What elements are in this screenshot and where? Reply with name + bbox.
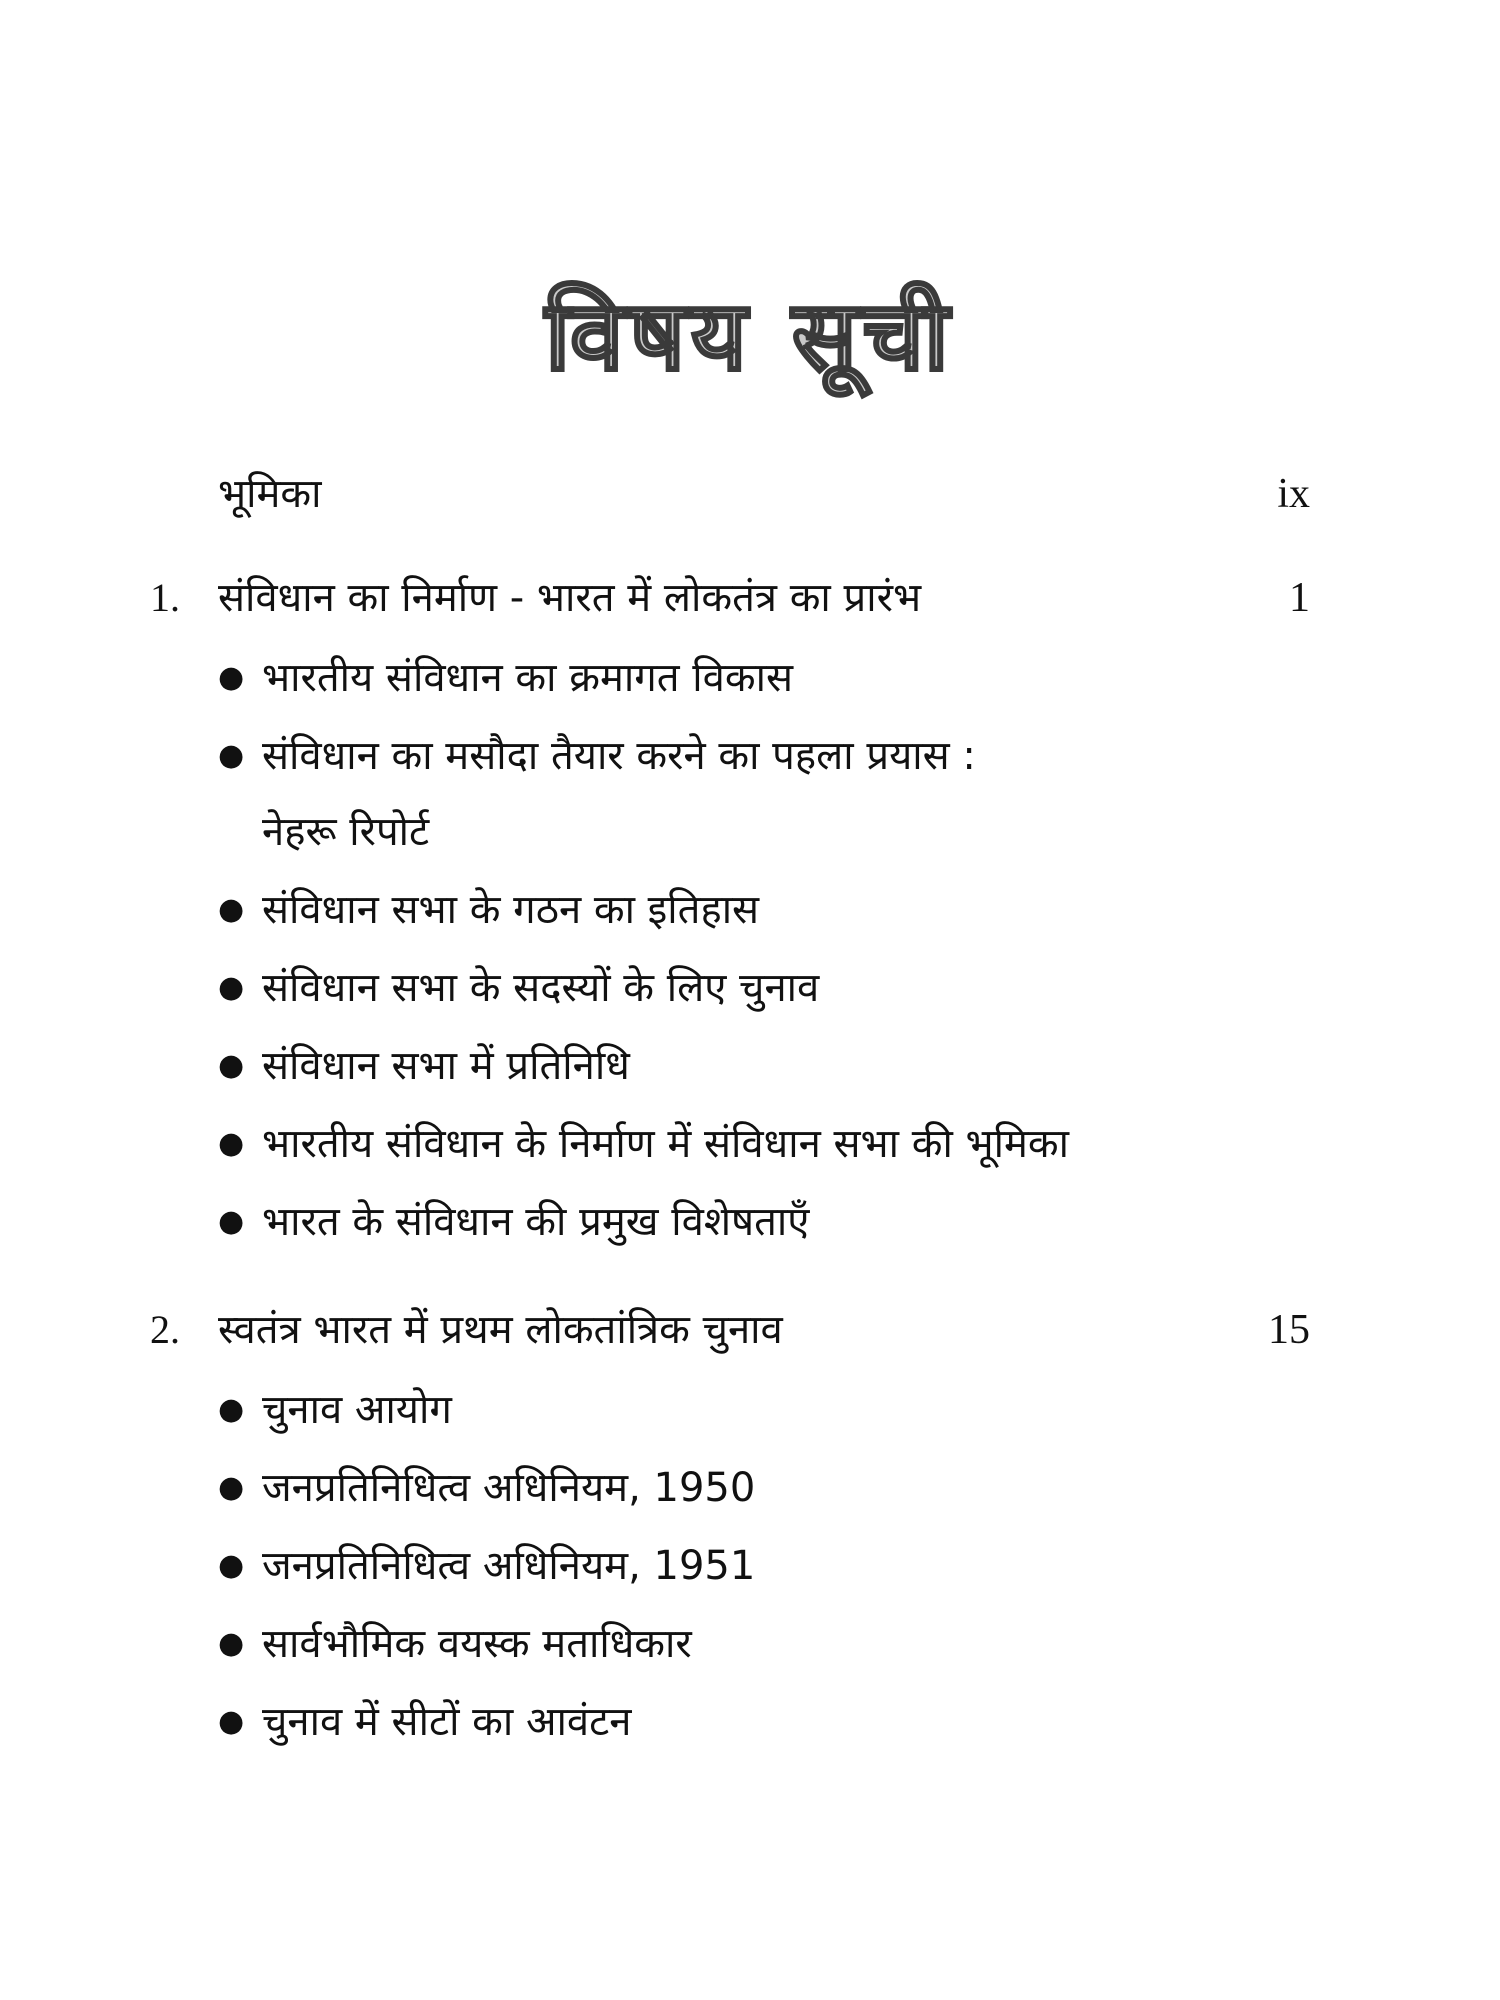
- subentry-text: जनप्रतिनिधित्व अधिनियम, 1950: [262, 1465, 756, 1511]
- subentry-text: भारतीय संविधान का क्रमागत विकास: [262, 655, 793, 701]
- bullet-icon: ●: [218, 660, 245, 695]
- toc-entry-chapter-2[interactable]: [0, 1300, 1500, 1360]
- bullet-icon: ●: [218, 1548, 245, 1583]
- bullet-icon: ●: [218, 1704, 245, 1739]
- toc-subentry: [0, 1692, 1500, 1752]
- subentry-text: भारतीय संविधान के निर्माण में संविधान सभा की भूमिका: [262, 1121, 1069, 1167]
- preface-label: भूमिका: [218, 471, 322, 517]
- subentry-text: भारत के संविधान की प्रमुख विशेषताएँ: [262, 1199, 810, 1245]
- chapter-page-number: 15: [1268, 1307, 1310, 1353]
- toc-entry-preface[interactable]: [0, 464, 1500, 524]
- toc-subentry: [0, 1192, 1500, 1252]
- bullet-icon: ●: [218, 970, 245, 1005]
- bullet-icon: ●: [218, 1392, 245, 1427]
- chapter-title: संविधान का निर्माण - भारत में लोकतंत्र का प्रारंभ: [218, 575, 922, 621]
- chapter-title: स्वतंत्र भारत में प्रथम लोकतांत्रिक चुनाव: [218, 1307, 783, 1353]
- subentry-text: संविधान सभा के सदस्यों के लिए चुनाव: [262, 965, 820, 1011]
- bullet-icon: ●: [218, 1048, 245, 1083]
- subentry-text: सार्वभौमिक वयस्क मताधिकार: [262, 1621, 692, 1667]
- toc-subentry: [0, 1614, 1500, 1674]
- chapter-number: 2.: [150, 1307, 180, 1352]
- subentry-text: संविधान सभा में प्रतिनिधि: [262, 1043, 630, 1089]
- chapter-page-number: 1: [1289, 575, 1310, 621]
- subentry-text: संविधान का मसौदा तैयार करने का पहला प्रयास :: [262, 733, 976, 779]
- toc-subentry: [0, 1036, 1500, 1096]
- toc-subentry: [0, 1114, 1500, 1174]
- toc-subentry: [0, 1536, 1500, 1596]
- bullet-icon: ●: [218, 1204, 245, 1239]
- subentry-text: चुनाव आयोग: [262, 1387, 452, 1433]
- chapter-number: 1.: [150, 575, 180, 620]
- subentry-text: संविधान सभा के गठन का इतिहास: [262, 887, 760, 933]
- bullet-icon: ●: [218, 738, 245, 773]
- toc-subentry: [0, 880, 1500, 940]
- toc-subentry: [0, 1458, 1500, 1518]
- subentry-text: जनप्रतिनिधित्व अधिनियम, 1951: [262, 1543, 756, 1589]
- bullet-icon: ●: [218, 1626, 245, 1661]
- toc-entry-chapter-1[interactable]: [0, 568, 1500, 628]
- preface-page-number: ix: [1277, 471, 1310, 517]
- bullet-icon: ●: [218, 1470, 245, 1505]
- bullet-icon: ●: [218, 1126, 245, 1161]
- bullet-icon: ●: [218, 892, 245, 927]
- toc-subentry: [0, 648, 1500, 708]
- toc-subentry: [0, 726, 1500, 786]
- subentry-text: नेहरू रिपोर्ट: [262, 809, 430, 855]
- toc-subentry: [0, 1380, 1500, 1440]
- page-title: विषय सूची: [545, 280, 955, 392]
- subentry-text: चुनाव में सीटों का आवंटन: [262, 1699, 632, 1745]
- toc-subentry: [0, 958, 1500, 1018]
- toc-subentry-continuation: [0, 802, 1500, 862]
